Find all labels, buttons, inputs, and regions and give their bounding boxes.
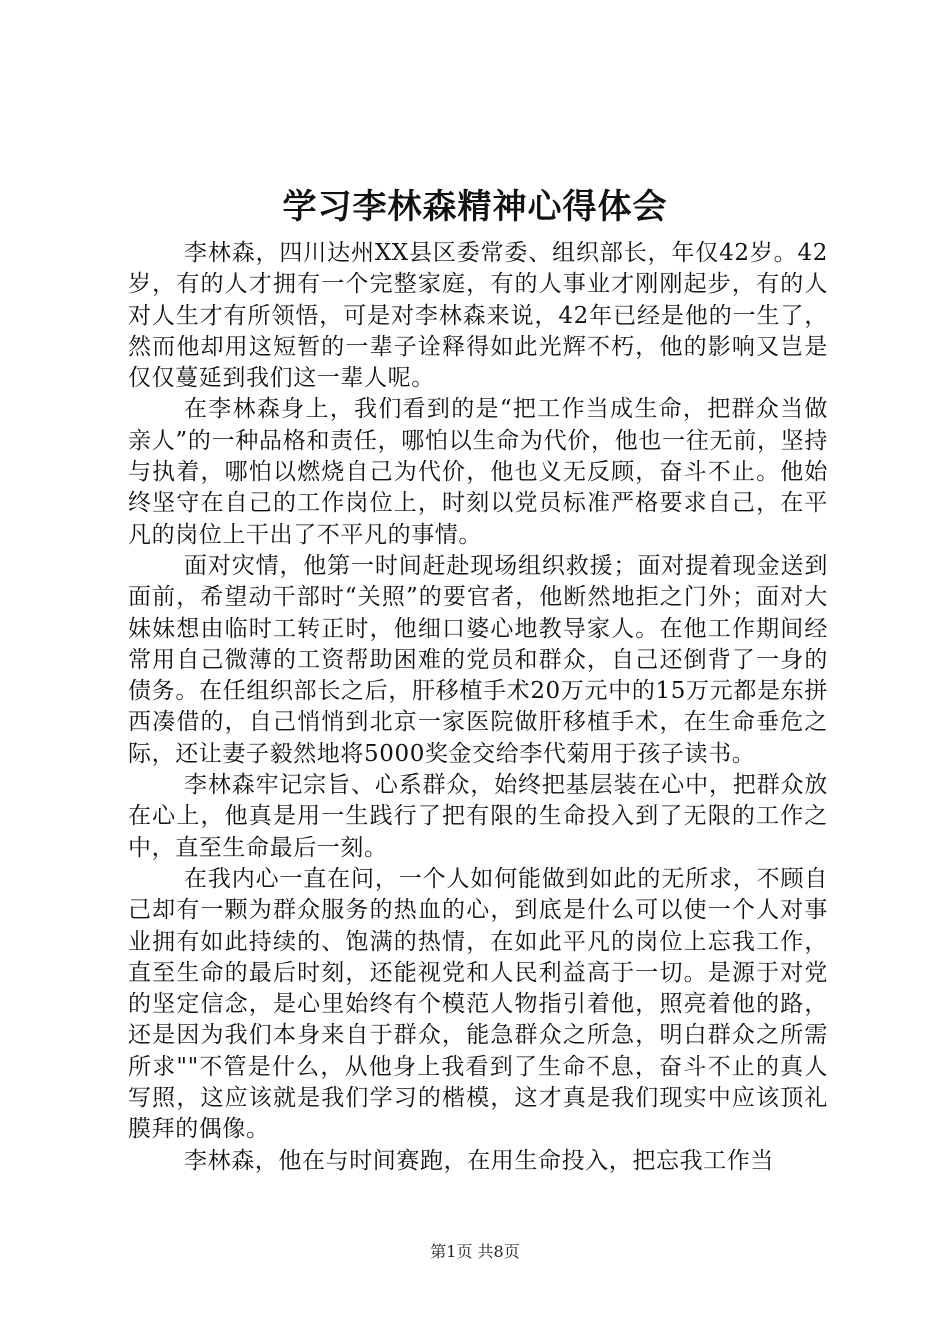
paragraph-2: 在李林森身上，我们看到的是“把工作当成生命，把群众当做亲人”的一种品格和责任，哪怕以生命为代价，他也一往无前，坚持与执着，哪怕以燃烧自己为代价，他也义无反顾，奋斗不止。他始终坚守在自己的工作岗位上，时刻以党员标准严格要求自己，在平凡的岗位上干出了不平凡的事情。 [128, 396, 828, 548]
paragraph-1: 李林森，四川达州XX县区委常委、组织部长，年仅42岁。42岁，有的人才拥有一个完整家庭，有的人事业才刚刚起步，有的人对人生才有所领悟，可是对李林森来说，42年已经是他的一生了，然而他却用这短暂的一辈子诠释得如此光辉不朽，他的影响又岂是仅仅蔓延到我们这一辈人呢。 [128, 240, 828, 392]
paragraph-4: 李林森牢记宗旨、心系群众，始终把基层装在心中，把群众放在心上，他真是用一生践行了把有限的生命投入到了无限的工作之中，直至生命最后一刻。 [128, 772, 828, 861]
document-body [128, 238, 828, 1177]
paragraph-5: 在我内心一直在问，一个人如何能做到如此的无所求，不顾自己却有一颗为群众服务的热血的心，到底是什么可以使一个人对事业拥有如此持续的、饱满的热情，在如此平凡的岗位上忘我工作，直至生命的最后时刻，还能视党和人民利益高于一切。是源于对党的坚定信念，是心里始终有个模范人物指引着他，照亮着他的路，还是因为我们本身来自于群众，能急群众之所急，明白群众之所需所求""不管是什么，从他身上我看到了生命不息，奋斗不止的真人写照，这应该就是我们学习的楷模，这才真是我们现实中应该顶礼膜拜的偶像。 [128, 865, 828, 1143]
page-footer: 第1页 共8页 [430, 1242, 520, 1261]
document-title: 学习李林森精神心得体会 [282, 187, 668, 227]
paragraph-3: 面对灾情，他第一时间赶赴现场组织救援；面对提着现金送到面前，希望动干部时“关照”的要官者，他断然地拒之门外；面对大妹妹想由临时工转正时，他细口婆心地教导家人。在他工作期间经常用自己微薄的工资帮助困难的党员和群众，自己还倒背了一身的债务。在任组织部长之后，肝移植手术20万元中的15万元都是东拼西凑借的，自己悄悄到北京一家医院做肝移植手术，在生命垂危之际，还让妻子毅然地将5000奖金交给李代菊用于孩子读书。 [128, 552, 828, 767]
paragraph-6: 李林森，他在与时间赛跑，在用生命投入，把忘我工作当 [184, 1147, 774, 1174]
